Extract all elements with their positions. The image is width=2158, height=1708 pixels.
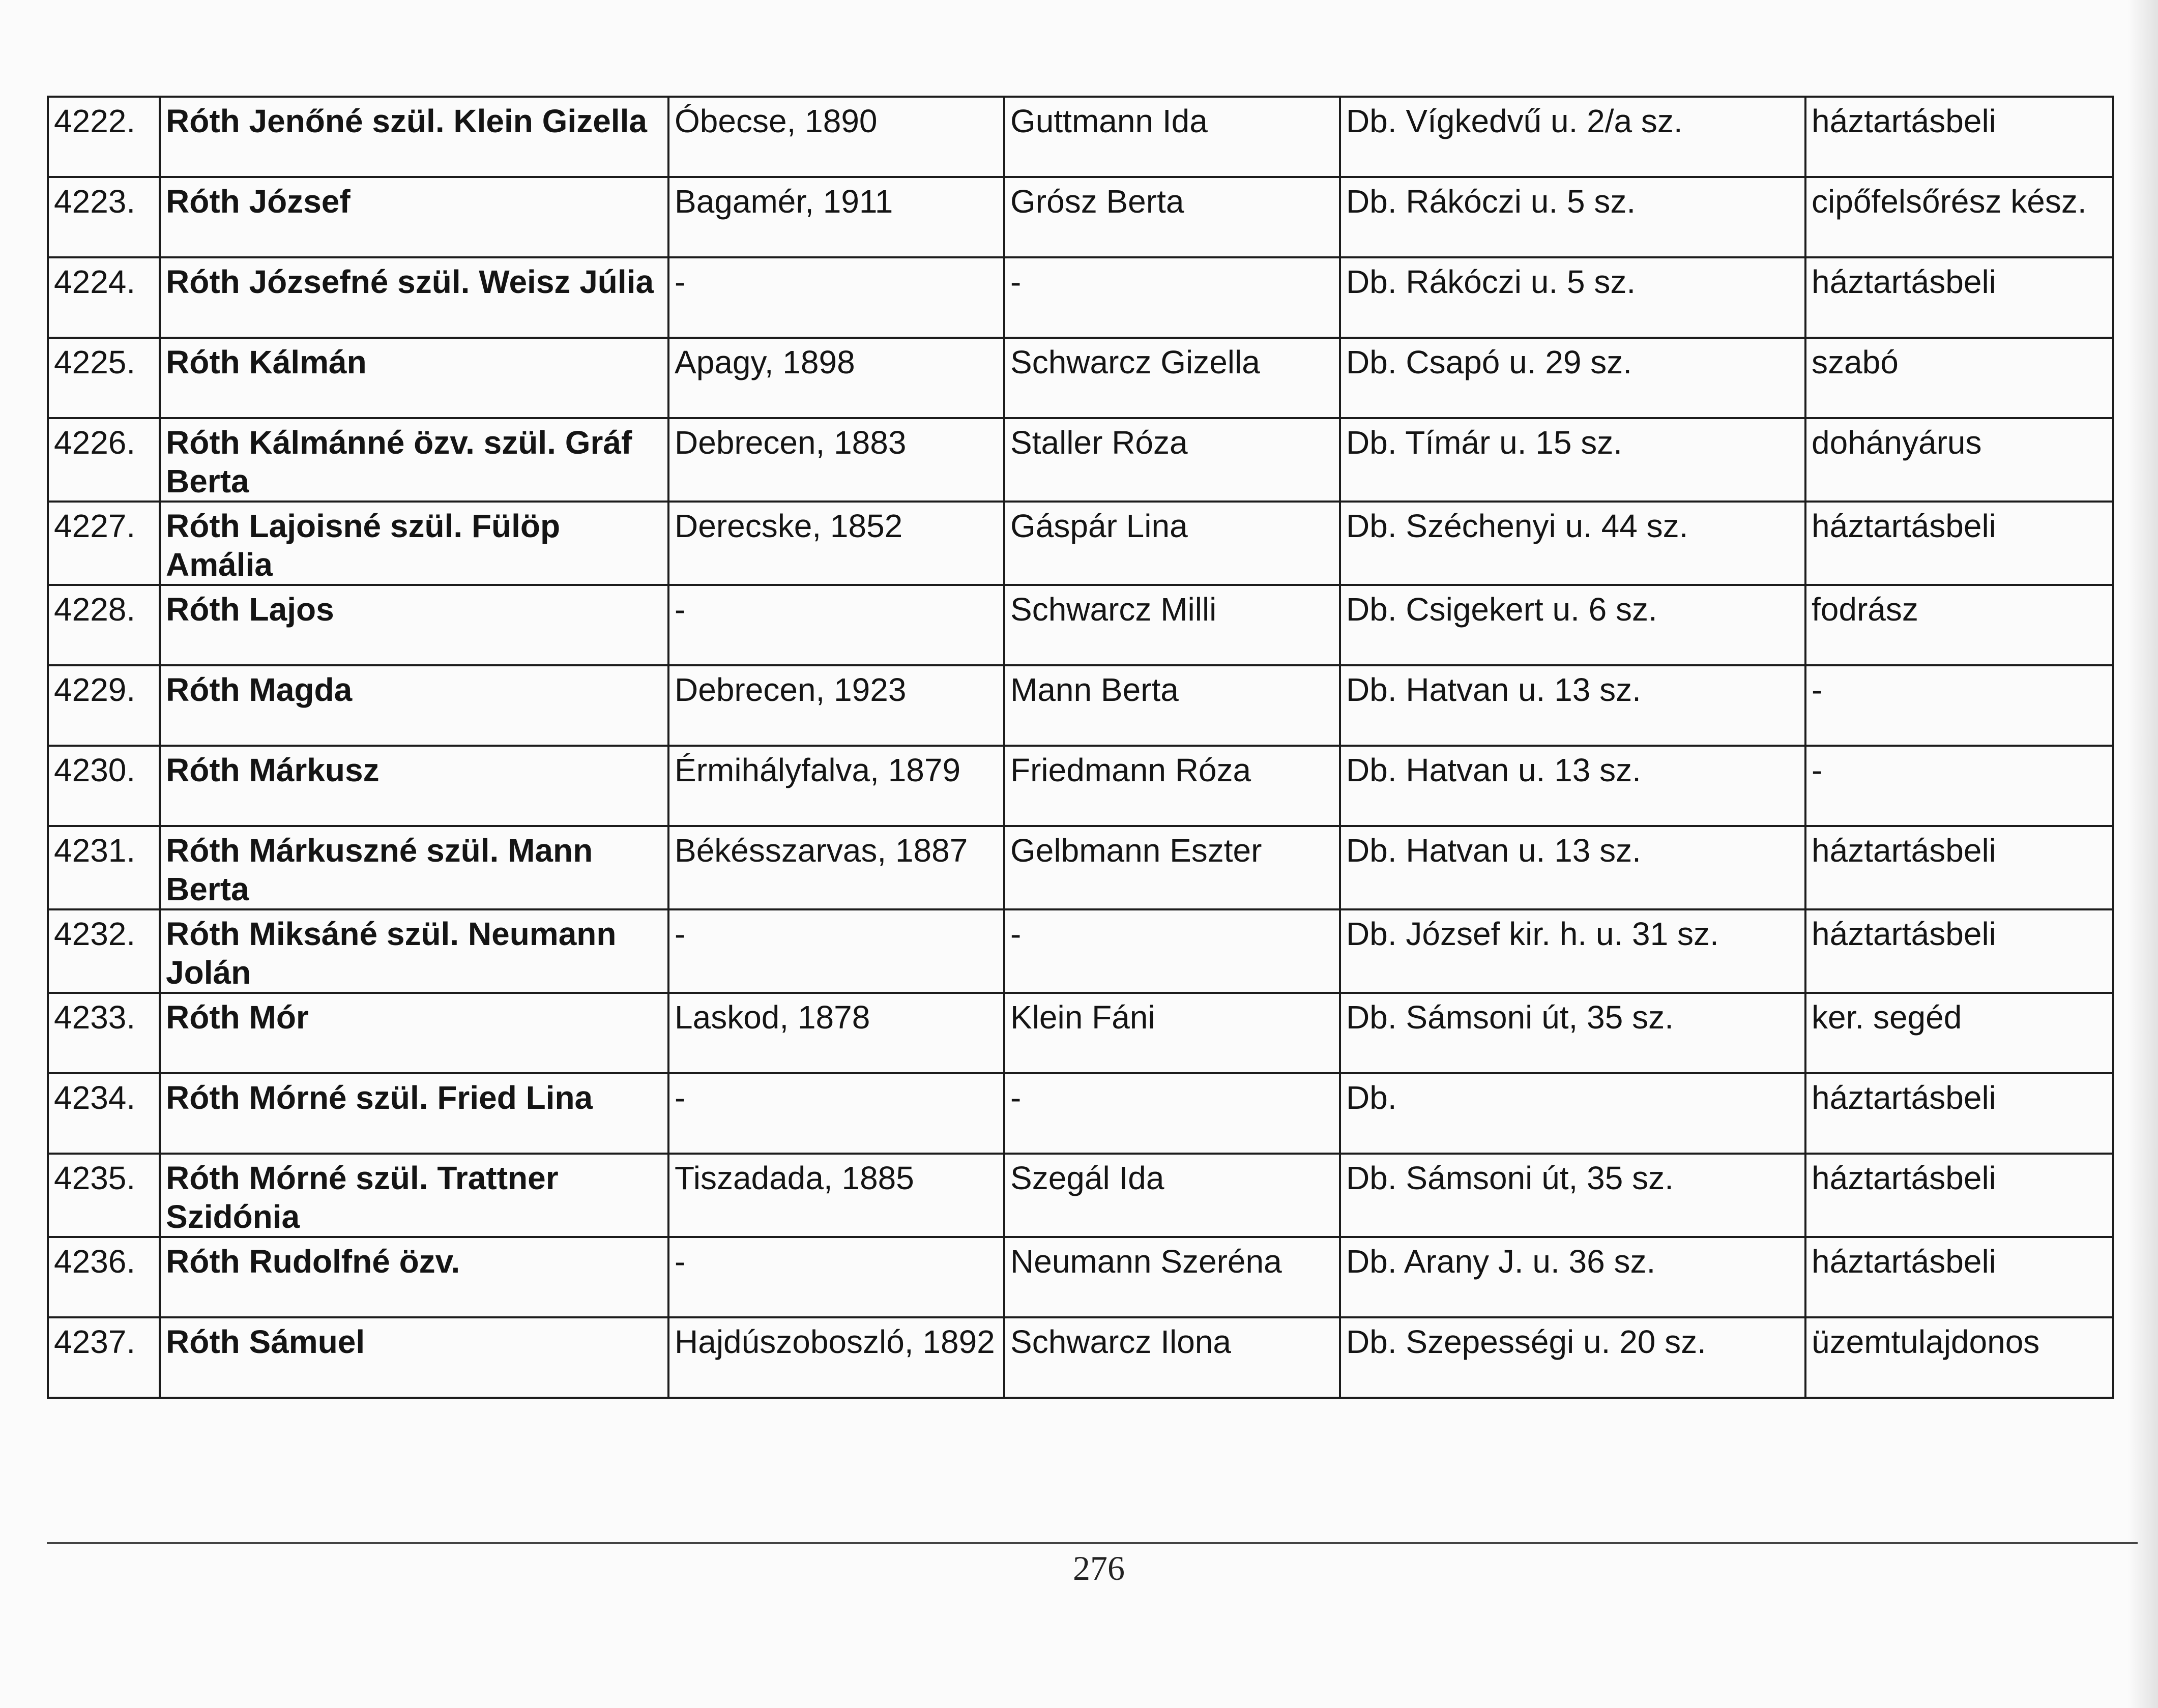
entry-number: 4223. — [48, 177, 160, 257]
person-name: Róth Márkusz — [160, 746, 668, 826]
table-row — [48, 909, 2113, 993]
occupation: háztartásbeli — [1805, 1237, 2113, 1317]
birth-place-year: Tiszadada, 1885 — [668, 1154, 1004, 1237]
table-row — [48, 826, 2113, 909]
person-name: Róth Mór — [160, 993, 668, 1073]
birth-place-year: - — [668, 909, 1004, 993]
table-row — [48, 1073, 2113, 1154]
occupation: háztartásbeli — [1805, 1154, 2113, 1237]
entry-number: 4232. — [48, 909, 160, 993]
person-name: Róth Mórné szül. Fried Lina — [160, 1073, 668, 1154]
mother-name: Schwarcz Gizella — [1004, 338, 1340, 418]
person-name: Róth Józsefné szül. Weisz Júlia — [160, 257, 668, 338]
mother-name: - — [1004, 257, 1340, 338]
mother-name: - — [1004, 1073, 1340, 1154]
mother-name: Klein Fáni — [1004, 993, 1340, 1073]
person-name: Róth Márkuszné szül. Mann Berta — [160, 826, 668, 909]
person-name: Róth Miksáné szül. Neumann Jolán — [160, 909, 668, 993]
person-name: Róth Lajoisné szül. Fülöp Amália — [160, 502, 668, 585]
address: Db. Csapó u. 29 sz. — [1340, 338, 1805, 418]
address: Db. Rákóczi u. 5 sz. — [1340, 177, 1805, 257]
person-name: Róth Magda — [160, 665, 668, 746]
table-row — [48, 502, 2113, 585]
table-row — [48, 665, 2113, 746]
address: Db. Rákóczi u. 5 sz. — [1340, 257, 1805, 338]
mother-name: Schwarcz Milli — [1004, 585, 1340, 665]
address: Db. József kir. h. u. 31 sz. — [1340, 909, 1805, 993]
entry-number: 4231. — [48, 826, 160, 909]
entry-number: 4230. — [48, 746, 160, 826]
occupation: háztartásbeli — [1805, 1073, 2113, 1154]
occupation: háztartásbeli — [1805, 257, 2113, 338]
entry-number: 4233. — [48, 993, 160, 1073]
address: Db. — [1340, 1073, 1805, 1154]
person-name: Róth Sámuel — [160, 1317, 668, 1398]
table-row — [48, 1237, 2113, 1317]
page-number: 276 — [1073, 1549, 1125, 1587]
birth-place-year: Laskod, 1878 — [668, 993, 1004, 1073]
person-name: Róth Lajos — [160, 585, 668, 665]
mother-name: Staller Róza — [1004, 418, 1340, 502]
occupation: - — [1805, 665, 2113, 746]
person-name: Róth Rudolfné özv. — [160, 1237, 668, 1317]
occupation: háztartásbeli — [1805, 502, 2113, 585]
table-row — [48, 338, 2113, 418]
birth-place-year: - — [668, 1073, 1004, 1154]
address: Db. Tímár u. 15 sz. — [1340, 418, 1805, 502]
address: Db. Hatvan u. 13 sz. — [1340, 746, 1805, 826]
entry-number: 4227. — [48, 502, 160, 585]
table-row — [48, 1317, 2113, 1398]
mother-name: Neumann Szeréna — [1004, 1237, 1340, 1317]
table-row — [48, 418, 2113, 502]
entry-number: 4234. — [48, 1073, 160, 1154]
birth-place-year: Érmihályfalva, 1879 — [668, 746, 1004, 826]
occupation: üzemtulajdonos — [1805, 1317, 2113, 1398]
mother-name: Gáspár Lina — [1004, 502, 1340, 585]
birth-place-year: Békésszarvas, 1887 — [668, 826, 1004, 909]
table-row — [48, 177, 2113, 257]
address: Db. Arany J. u. 36 sz. — [1340, 1237, 1805, 1317]
footer-rule — [47, 1542, 2138, 1544]
address: Db. Szepességi u. 20 sz. — [1340, 1317, 1805, 1398]
birth-place-year: Apagy, 1898 — [668, 338, 1004, 418]
address: Db. Csigekert u. 6 sz. — [1340, 585, 1805, 665]
entry-number: 4225. — [48, 338, 160, 418]
entry-number: 4236. — [48, 1237, 160, 1317]
birth-place-year: - — [668, 585, 1004, 665]
occupation: dohányárus — [1805, 418, 2113, 502]
occupation: szabó — [1805, 338, 2113, 418]
mother-name: - — [1004, 909, 1340, 993]
register-table — [47, 96, 2114, 1399]
entry-number: 4229. — [48, 665, 160, 746]
address: Db. Sámsoni út, 35 sz. — [1340, 1154, 1805, 1237]
occupation: háztartásbeli — [1805, 909, 2113, 993]
mother-name: Mann Berta — [1004, 665, 1340, 746]
mother-name: Grósz Berta — [1004, 177, 1340, 257]
person-name: Róth Kálmán — [160, 338, 668, 418]
birth-place-year: Derecske, 1852 — [668, 502, 1004, 585]
table-row — [48, 1154, 2113, 1237]
person-name: Róth Kálmánné özv. szül. Gráf Berta — [160, 418, 668, 502]
birth-place-year: Debrecen, 1883 — [668, 418, 1004, 502]
address: Db. Széchenyi u. 44 sz. — [1340, 502, 1805, 585]
occupation: háztartásbeli — [1805, 97, 2113, 177]
table-row — [48, 257, 2113, 338]
page-edge-shadow — [2127, 0, 2158, 1708]
entry-number: 4222. — [48, 97, 160, 177]
table-row — [48, 97, 2113, 177]
entry-number: 4224. — [48, 257, 160, 338]
occupation: fodrász — [1805, 585, 2113, 665]
mother-name: Friedmann Róza — [1004, 746, 1340, 826]
entry-number: 4226. — [48, 418, 160, 502]
person-name: Róth Mórné szül. Trattner Szidónia — [160, 1154, 668, 1237]
birth-place-year: - — [668, 257, 1004, 338]
mother-name: Schwarcz Ilona — [1004, 1317, 1340, 1398]
birth-place-year: Óbecse, 1890 — [668, 97, 1004, 177]
address: Db. Vígkedvű u. 2/a sz. — [1340, 97, 1805, 177]
occupation: cipőfelsőrész kész. — [1805, 177, 2113, 257]
occupation: ker. segéd — [1805, 993, 2113, 1073]
mother-name: Gelbmann Eszter — [1004, 826, 1340, 909]
address: Db. Sámsoni út, 35 sz. — [1340, 993, 1805, 1073]
birth-place-year: Hajdúszoboszló, 1892 — [668, 1317, 1004, 1398]
table-row — [48, 993, 2113, 1073]
occupation: háztartásbeli — [1805, 826, 2113, 909]
person-name: Róth Jenőné szül. Klein Gizella — [160, 97, 668, 177]
person-name: Róth József — [160, 177, 668, 257]
entry-number: 4237. — [48, 1317, 160, 1398]
address: Db. Hatvan u. 13 sz. — [1340, 665, 1805, 746]
entry-number: 4228. — [48, 585, 160, 665]
birth-place-year: Debrecen, 1923 — [668, 665, 1004, 746]
birth-place-year: Bagamér, 1911 — [668, 177, 1004, 257]
table-row — [48, 746, 2113, 826]
table-row — [48, 585, 2113, 665]
mother-name: Guttmann Ida — [1004, 97, 1340, 177]
mother-name: Szegál Ida — [1004, 1154, 1340, 1237]
occupation: - — [1805, 746, 2113, 826]
entry-number: 4235. — [48, 1154, 160, 1237]
address: Db. Hatvan u. 13 sz. — [1340, 826, 1805, 909]
birth-place-year: - — [668, 1237, 1004, 1317]
